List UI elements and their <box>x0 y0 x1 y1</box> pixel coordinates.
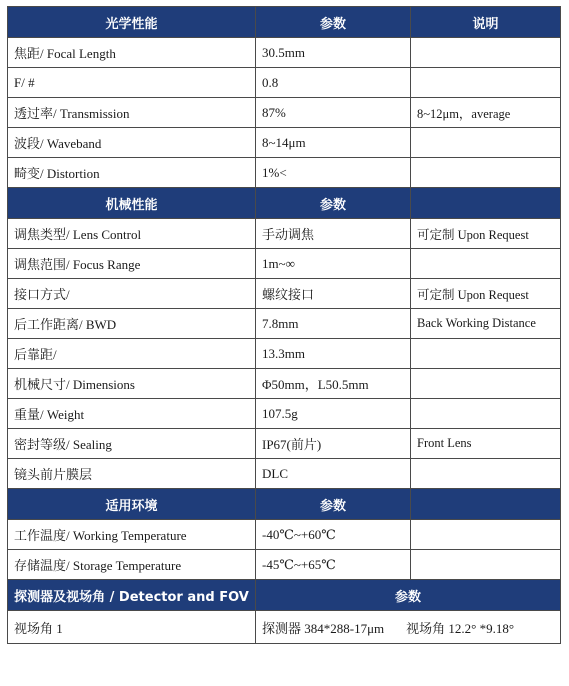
param-note <box>411 520 561 550</box>
param-note <box>411 38 561 68</box>
param-name: F/ # <box>8 68 256 98</box>
param-note: 8~12μm，average <box>411 98 561 128</box>
section-header-environment <box>8 489 561 520</box>
table-row <box>8 219 561 249</box>
table-row <box>8 279 561 309</box>
header-cell: 光学性能 <box>8 7 256 38</box>
detector-spec: 探测器 384*288-17μm <box>262 620 385 636</box>
param-note <box>411 128 561 158</box>
section-header-mechanical <box>8 188 561 219</box>
table-row <box>8 520 561 550</box>
param-value: 1m~∞ <box>256 249 411 279</box>
header-cell: 说明 <box>411 7 561 38</box>
param-note <box>411 459 561 489</box>
table-row <box>8 68 561 98</box>
param-value: 1%< <box>256 158 411 188</box>
param-name: 后靠距/ <box>8 339 256 369</box>
table-row <box>8 550 561 580</box>
param-value: 30.5mm <box>256 38 411 68</box>
table-row <box>8 158 561 188</box>
param-name: 调焦范围/ Focus Range <box>8 249 256 279</box>
param-name: 畸变/ Distortion <box>8 158 256 188</box>
detector-fov-value <box>256 611 561 644</box>
table-row <box>8 459 561 489</box>
param-note <box>411 550 561 580</box>
param-value: 螺纹接口 <box>256 279 411 309</box>
param-name: 密封等级/ Sealing <box>8 429 256 459</box>
table-row <box>8 399 561 429</box>
spec-table <box>7 6 561 644</box>
fov-spec: 视场角 12.2° *9.18° <box>406 620 515 636</box>
param-note <box>411 68 561 98</box>
param-value: 手动调焦 <box>256 219 411 249</box>
param-value: -45℃~+65℃ <box>256 550 411 580</box>
param-value: 7.8mm <box>256 309 411 339</box>
param-note <box>411 369 561 399</box>
param-value: Φ50mm，L50.5mm <box>256 369 411 399</box>
param-name: 波段/ Waveband <box>8 128 256 158</box>
param-value: 87% <box>256 98 411 128</box>
param-name: 存储温度/ Storage Temperature <box>8 550 256 580</box>
param-value: 0.8 <box>256 68 411 98</box>
header-cell: 探测器及视场角 / Detector and FOV <box>8 580 256 611</box>
param-name: 透过率/ Transmission <box>8 98 256 128</box>
param-note <box>411 249 561 279</box>
param-value: 8~14μm <box>256 128 411 158</box>
param-value: -40℃~+60℃ <box>256 520 411 550</box>
header-cell <box>411 489 561 520</box>
param-name: 焦距/ Focal Length <box>8 38 256 68</box>
param-note <box>411 399 561 429</box>
header-cell: 参数 <box>256 188 411 219</box>
header-cell: 适用环境 <box>8 489 256 520</box>
param-name: 接口方式/ <box>8 279 256 309</box>
param-name: 工作温度/ Working Temperature <box>8 520 256 550</box>
header-cell: 参数 <box>256 580 561 611</box>
param-name: 视场角 1 <box>8 611 256 644</box>
table-row <box>8 369 561 399</box>
param-value: 13.3mm <box>256 339 411 369</box>
param-value: DLC <box>256 459 411 489</box>
table-row <box>8 128 561 158</box>
param-name: 重量/ Weight <box>8 399 256 429</box>
header-cell: 参数 <box>256 489 411 520</box>
param-name: 后工作距离/ BWD <box>8 309 256 339</box>
param-name: 机械尺寸/ Dimensions <box>8 369 256 399</box>
param-note: 可定制 Upon Request <box>411 219 561 249</box>
header-cell: 机械性能 <box>8 188 256 219</box>
table-row <box>8 249 561 279</box>
param-value: IP67(前片) <box>256 429 411 459</box>
section-header-optical <box>8 7 561 38</box>
table-row <box>8 339 561 369</box>
param-value: 107.5g <box>256 399 411 429</box>
param-note <box>411 158 561 188</box>
param-note: 可定制 Upon Request <box>411 279 561 309</box>
header-cell: 参数 <box>256 7 411 38</box>
param-note: Front Lens <box>411 429 561 459</box>
param-name: 调焦类型/ Lens Control <box>8 219 256 249</box>
table-row <box>8 98 561 128</box>
table-row <box>8 611 561 644</box>
param-note <box>411 339 561 369</box>
table-row <box>8 309 561 339</box>
table-row <box>8 38 561 68</box>
param-note: Back Working Distance <box>411 309 561 339</box>
param-name: 镜头前片膜层 <box>8 459 256 489</box>
table-row <box>8 429 561 459</box>
section-header-detector <box>8 580 561 611</box>
header-cell <box>411 188 561 219</box>
